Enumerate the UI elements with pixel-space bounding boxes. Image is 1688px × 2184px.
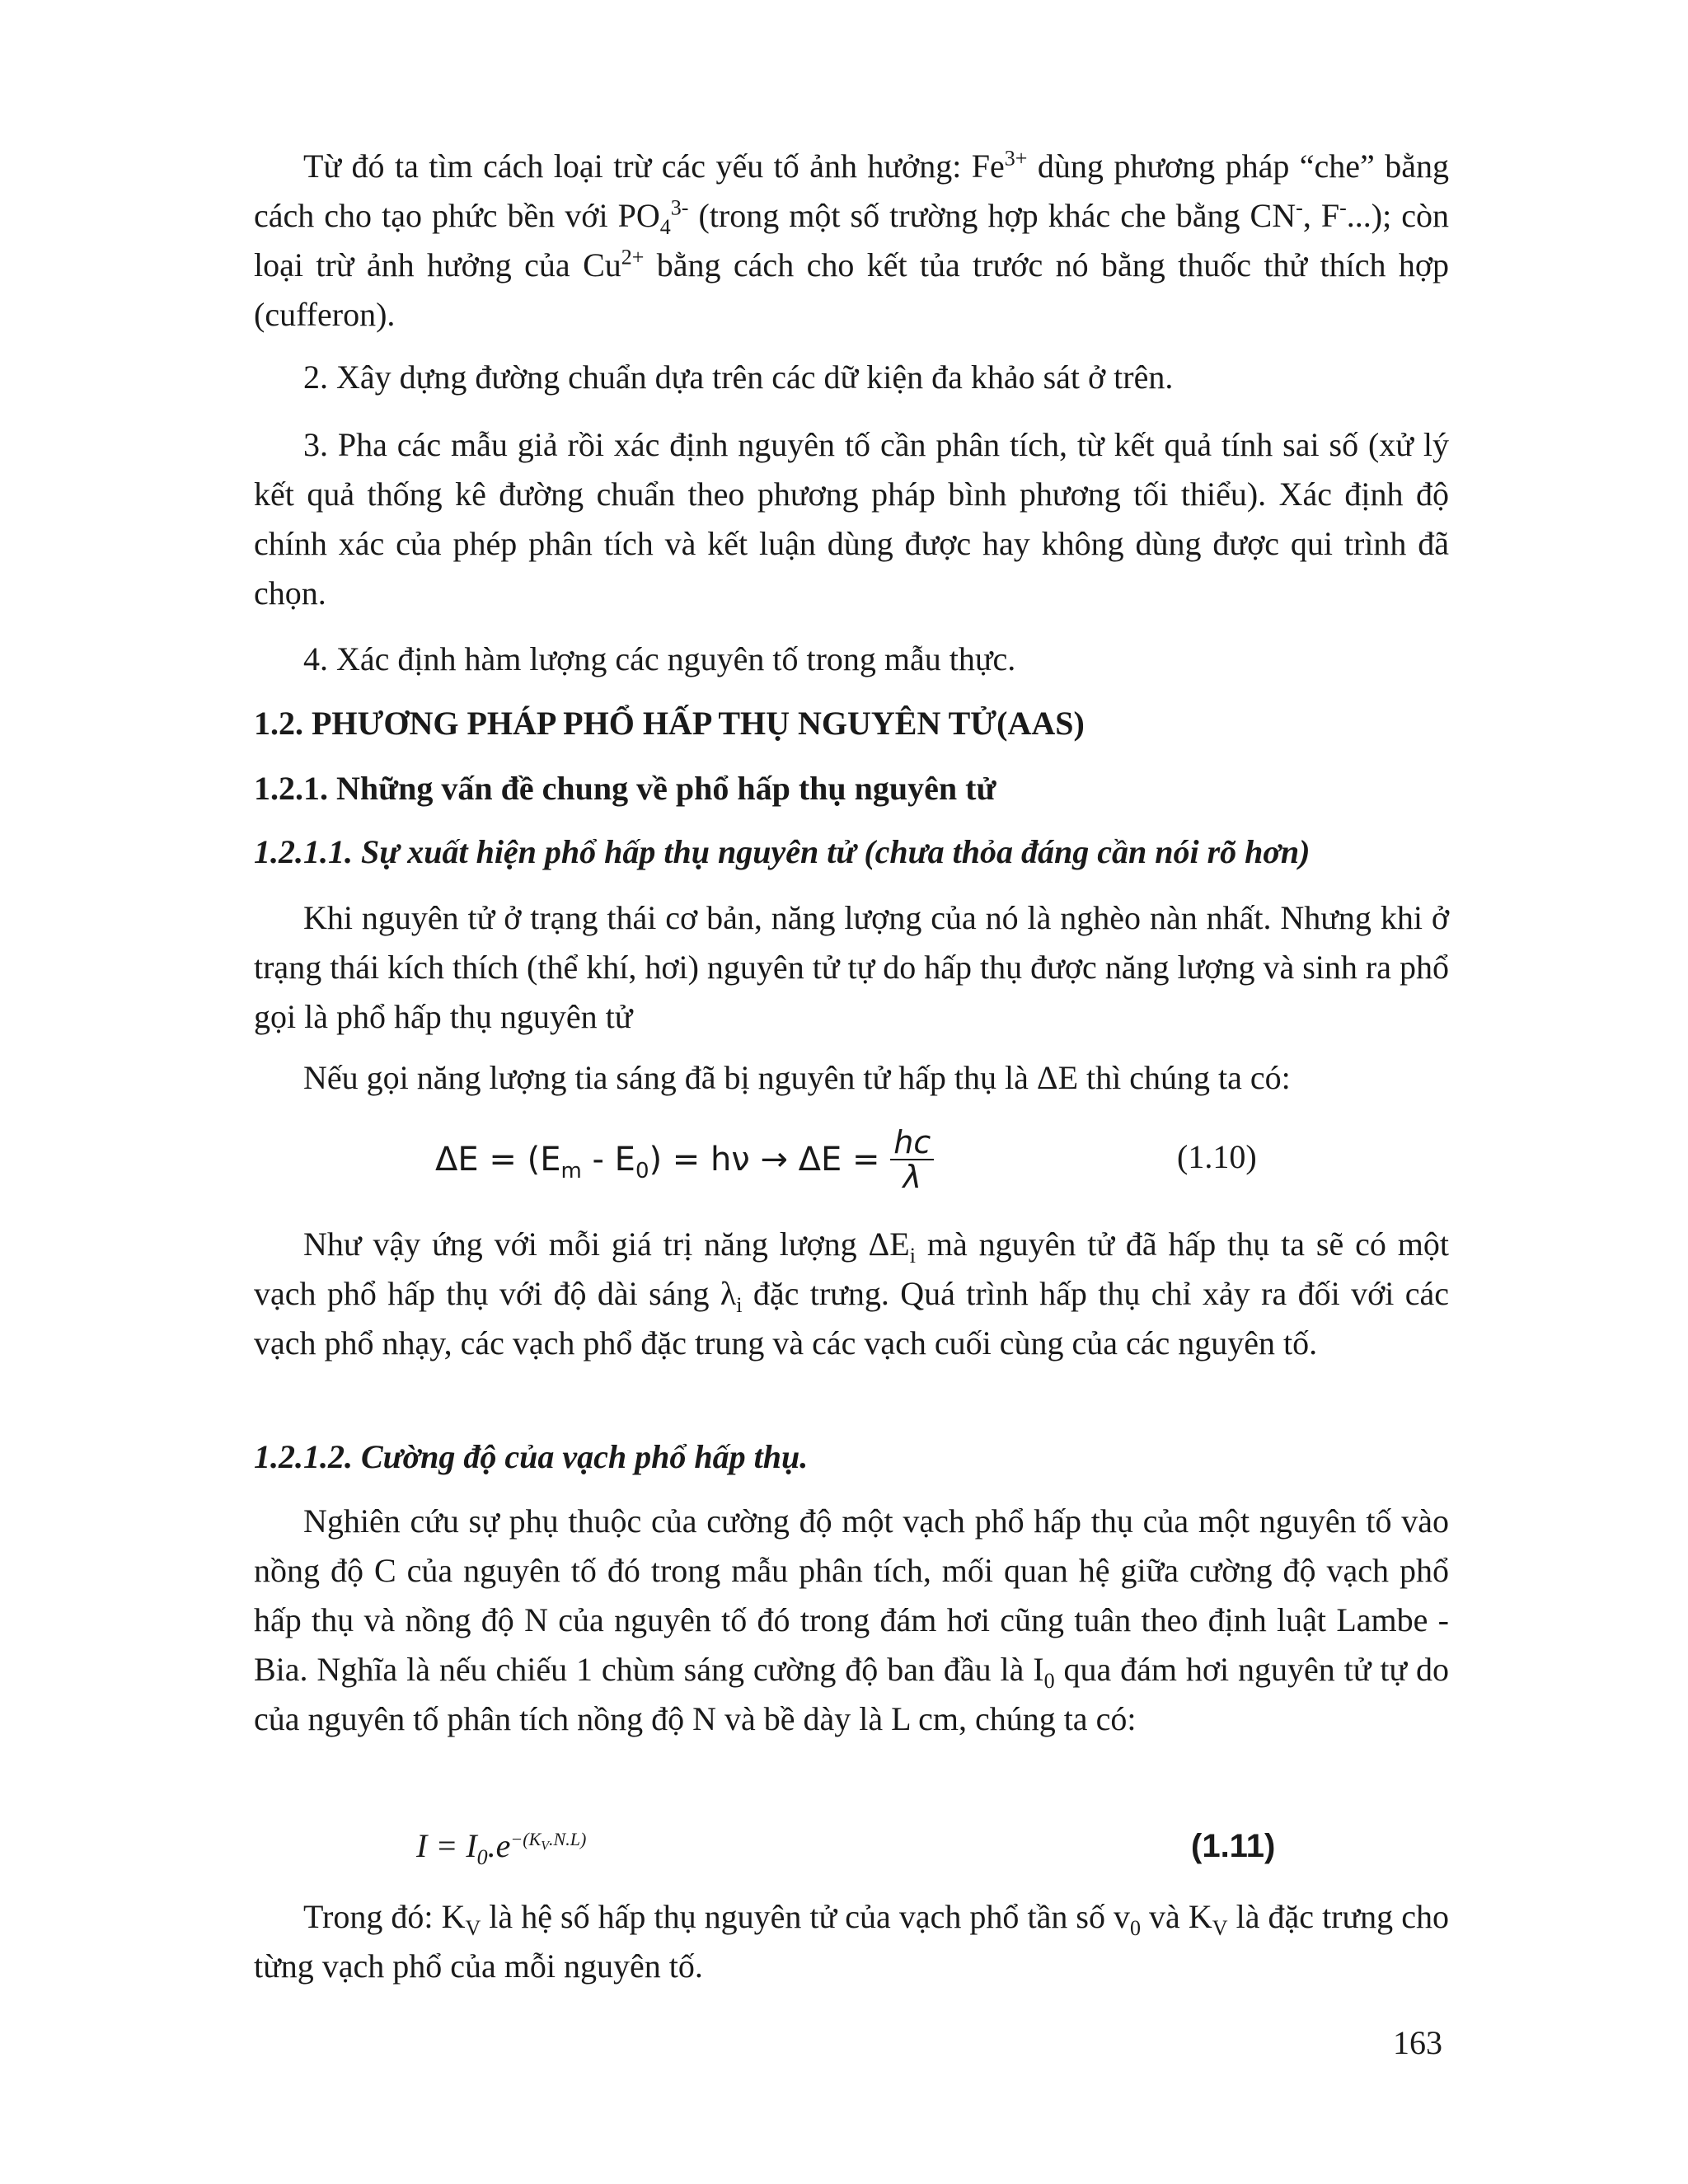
equation-number-1-11: (1.11) — [1191, 1828, 1276, 1864]
text-run: , F — [1302, 197, 1340, 234]
eq-subscript: 0 — [476, 1845, 488, 1869]
subscript: 0 — [1130, 1916, 1141, 1940]
heading-subsection — [254, 764, 1449, 813]
subscript: i — [909, 1244, 916, 1268]
subscript: V — [1212, 1916, 1228, 1940]
eq-text: ) = hν → ΔE = — [649, 1141, 880, 1179]
text-run: Nghiên cứu sự phụ thuộc của cường độ một vạch phổ hấp thụ của một nguyên tố vào nồng độ C của nguyên tố đó trong mẫu phân tích, mối quan hệ giữa cường độ vạch phổ hấp thụ và nồng độ N của nguyên tố đó trong đám hơi cũng tuân theo định luật Lambe - Bia. Nghĩa là nếu chiếu 1 chùm sáng cường độ ban đầu là I — [254, 1502, 1449, 1688]
subsection-heading: 1.2.1. Những vấn đề chung về phổ hấp thụ nguyên tử — [254, 770, 996, 807]
eq-text: ΔE = (E — [435, 1141, 561, 1179]
eq-text: I = I — [416, 1827, 477, 1864]
superscript: - — [1339, 195, 1347, 220]
eq-exponent: −(K — [510, 1828, 542, 1849]
section-heading: 1.2. PHƯƠNG PHÁP PHỔ HẤP THỤ NGUYÊN TỬ(AAS) — [254, 705, 1085, 742]
heading-subsubsection-1 — [254, 827, 1449, 877]
paragraph-7 — [254, 1220, 1449, 1368]
text-run: ...); còn loại trừ ảnh hưởng của Cu — [254, 197, 1450, 284]
subscript: 0 — [1043, 1669, 1055, 1693]
paragraph-1 — [254, 142, 1449, 340]
eq-text: .e — [487, 1827, 511, 1864]
text-run: Như vậy ứng với mỗi giá trị năng lượng ΔE — [303, 1226, 910, 1263]
lambert-beer-text — [254, 1497, 1449, 1744]
paragraph-2 — [254, 353, 1449, 402]
text-run: là đặc trưng cho từng vạch phổ của mỗi nguyên tố. — [254, 1898, 1449, 1985]
paragraph-6 — [254, 1053, 1449, 1103]
subsubsection-heading: 1.2.1.1. Sự xuất hiện phổ hấp thụ nguyên tử (chưa thỏa đáng cần nói rõ hơn) — [254, 833, 1311, 870]
para-masking-text — [254, 142, 1449, 340]
eq-subscript: 0 — [635, 1159, 649, 1183]
equation-1-10 — [435, 1122, 934, 1197]
eq-fraction — [890, 1126, 934, 1193]
text-run: (trong một số trường hợp khác che bằng CN — [688, 197, 1296, 234]
step-4-text: 4. Xác định hàm lượng các nguyên tố trong mẫu thực. — [303, 640, 1016, 677]
superscript: 3+ — [1004, 146, 1028, 171]
eq-subscript: m — [560, 1159, 582, 1183]
page-number: 163 — [1393, 2024, 1442, 2061]
heading-subsubsection-2 — [254, 1432, 1449, 1482]
text-run: bằng cách cho kết tủa trước nó bằng thuốc thử thích hợp (cufferon). — [254, 246, 1449, 333]
equation-1-11 — [416, 1821, 586, 1871]
fraction-numerator: hc — [890, 1126, 934, 1160]
equation-number-1-10: (1.10) — [1177, 1138, 1257, 1175]
eq-exponent: .N.L) — [549, 1828, 587, 1849]
superscript: 3- — [670, 195, 689, 220]
coefficient-text — [254, 1892, 1449, 1991]
subscript: 4 — [659, 215, 671, 239]
text-run: đặc trưng. Quá trình hấp thụ chỉ xảy ra đối với các vạch phổ nhạy, các vạch phổ đặc trung và các vạch cuối cùng của các nguyên tố. — [254, 1275, 1449, 1361]
step-2-text: 2. Xây dựng đường chuẩn dựa trên các dữ kiện đa khảo sát ở trên. — [303, 359, 1174, 396]
text-run: Trong đó: K — [303, 1898, 466, 1935]
text-run: dùng phương pháp “che” bằng cách cho tạo phức bền với PO — [254, 148, 1449, 234]
delta-e-text — [254, 1220, 1449, 1368]
paragraph-5 — [254, 893, 1449, 1042]
paragraph-4 — [254, 635, 1449, 684]
energy-intro-text: Nếu gọi năng lượng tia sáng đã bị nguyên tử hấp thụ là ΔE thì chúng ta có: — [303, 1059, 1291, 1096]
subsubsection-heading: 1.2.1.2. Cường độ của vạch phổ hấp thụ. — [254, 1438, 809, 1475]
fraction-denominator: λ — [903, 1159, 921, 1195]
text-run: mà nguyên tử đã hấp thụ ta sẽ có một vạch phổ hấp thụ với độ dài sáng λ — [254, 1226, 1449, 1312]
paragraph-8 — [254, 1497, 1449, 1744]
text-run: Từ đó ta tìm cách loại trừ các yếu tố ảnh hưởng: Fe — [303, 148, 1005, 185]
superscript: 2+ — [621, 245, 645, 269]
text-run: và K — [1141, 1898, 1212, 1935]
subscript: V — [465, 1916, 481, 1940]
ground-state-text: Khi nguyên tử ở trạng thái cơ bản, năng lượng của nó là nghèo nàn nhất. Nhưng khi ở trạng thái kích thích (thể khí, hơi) nguyên tử tự do hấp thụ được năng lượng và sinh ra phổ gọi là phổ hấp thụ nguyên tử — [254, 899, 1449, 1035]
paragraph-3 — [254, 420, 1449, 618]
heading-section — [254, 699, 1449, 748]
subscript: i — [736, 1293, 743, 1317]
text-run: qua đám hơi nguyên tử tự do của nguyên tố phân tích nồng độ N và bề dày là L cm, chúng ta có: — [254, 1651, 1450, 1737]
superscript: - — [1296, 195, 1303, 220]
eq-text: - E — [581, 1141, 635, 1179]
step-3-text: 3. Pha các mẫu giả rồi xác định nguyên tố cần phân tích, từ kết quả tính sai số (xử lý kết quả thống kê đường chuẩn theo phương pháp bình phương tối thiểu). Xác định độ chính xác của phép phân tích và kết luận dùng được hay không dùng được qui trình đã chọn. — [254, 426, 1449, 612]
text-run: là hệ số hấp thụ nguyên tử của vạch phổ tần số v — [481, 1898, 1130, 1935]
eq-exponent-subscript: V — [541, 1839, 550, 1854]
paragraph-9 — [254, 1892, 1449, 1991]
